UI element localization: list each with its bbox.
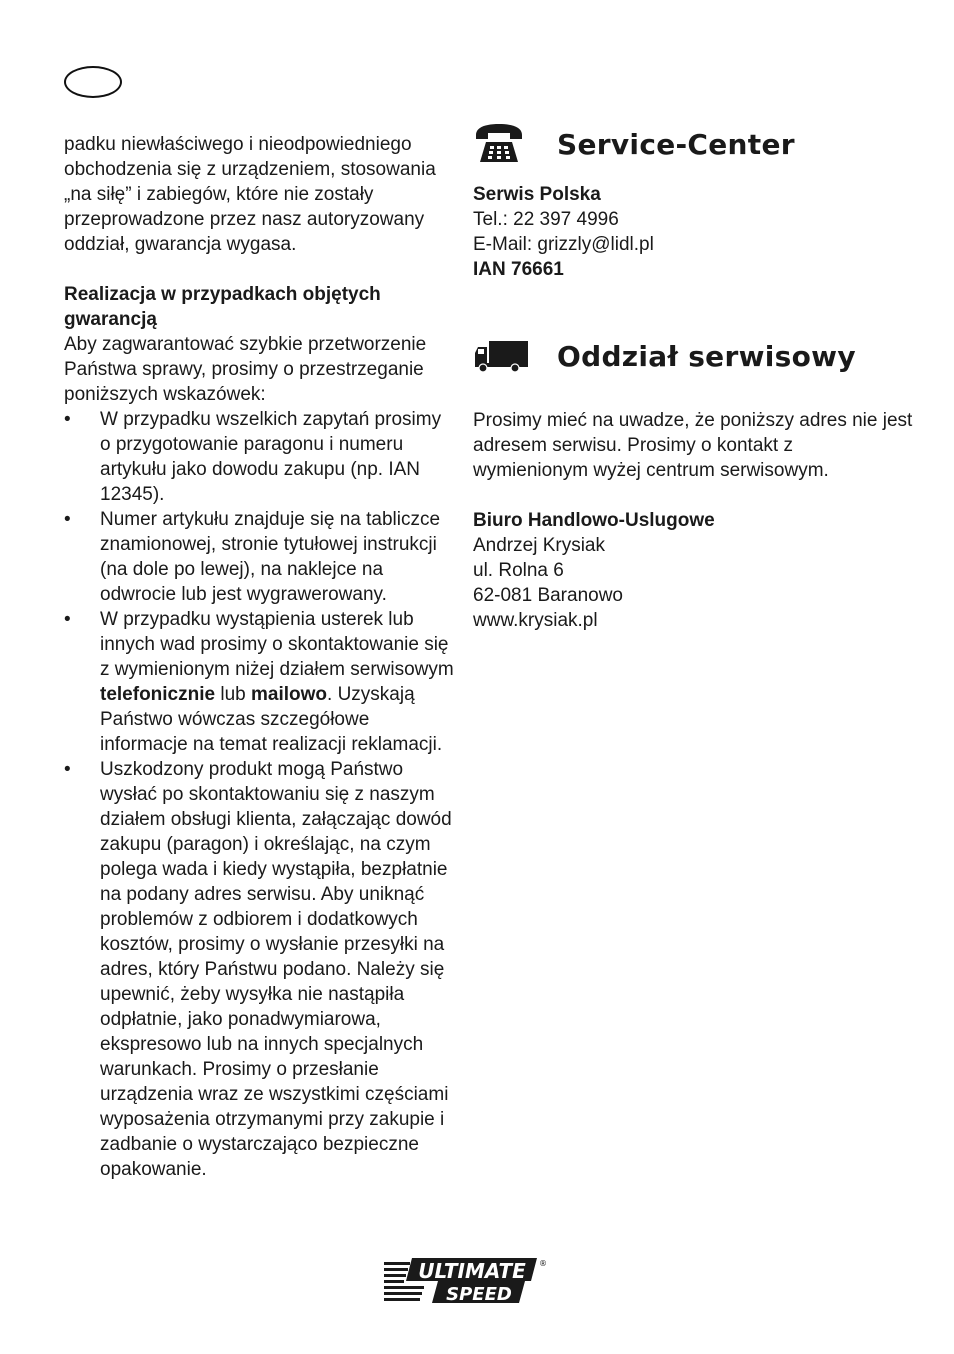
- contact-column: [473, 120, 913, 633]
- warranty-claims-lead: Aby zagwarantować szybkie przetworzenie Państwa sprawy, prosimy o przestrzeganie poniższych wskazówek:: [64, 334, 427, 405]
- logo-line2: SPEED: [446, 1284, 512, 1305]
- bullet-dot: •: [64, 509, 71, 530]
- mail-keyword: mailowo: [251, 684, 328, 705]
- list-item: • Numer artykułu znajduje się na tabliczce znamionowej, stronie tytułowej instrukcji (na dole po lewej), na naklejce na odwrocie lub jest wygrawerowany.: [64, 509, 441, 605]
- bullet-dot: •: [64, 759, 71, 780]
- logo-line1: ULTIMATE: [418, 1259, 526, 1283]
- bullet-dot: •: [64, 609, 71, 630]
- warranty-claims-heading: Realizacja w przypadkach objętych gwarancją: [64, 284, 381, 330]
- language-code-oval: [64, 66, 122, 98]
- service-email: E-Mail: grizzly@lidl.pl: [473, 234, 654, 255]
- service-name: Serwis Polska: [473, 184, 601, 205]
- service-phone: Tel.: 22 397 4996: [473, 209, 619, 230]
- service-center-title: Service-Center: [557, 127, 795, 161]
- list-item: • W przypadku wystąpienia usterek lub innych wad prosimy o skontaktowanie się z wymienionym niżej działem serwisowym telefonicznie lub mailowo. Uzyskają Państwo wówczas szczegółowe informacje na temat realizacji reklamacji.: [64, 609, 454, 755]
- warranty-intro-text: padku niewłaściwego i nieodpowiedniego obchodzenia się z urządzeniem, stosowania „na siłę” i zabiegów, które nie zostały przeprowadzone przez nasz autoryzowany oddział, gwarancja wygasa.: [64, 134, 436, 255]
- list-item: • Uszkodzony produkt mogą Państwo wysłać po skontaktowaniu się z naszym działem obsługi klienta, załączając dowód zakupu (paragon) i określając, na czym polega wada i kiedy wystąpiła, bezpłatnie na podany adres serwisu. Aby uniknąć problemów z odbiorem i dodatkowych kosztów, prosimy o wysłanie przesyłki na adres, który Państwu podano. Należy się upewnić, żeby wysyłka nie nastąpiła odpłatnie, jako ponadwymiarowa, ekspresowo lub na innych specjalnych warunkach. Prosimy o przesłanie urządzenia wraz ze wszystkimi częściami wyposażenia otrzymanymi przy zakupie i zadbanie o wystarczająco bezpieczne opakowanie.: [64, 759, 452, 1180]
- warranty-column: [64, 132, 454, 1182]
- branch-note: Prosimy mieć na uwadze, że poniższy adres nie jest adresem serwisu. Prosimy o kontakt z wymienionym wyżej centrum serwisowym.: [473, 410, 913, 481]
- branch-city: 62-081 Baranowo: [473, 585, 623, 606]
- branch-company: Biuro Handlowo-Uslugowe: [473, 510, 715, 531]
- branch-title: Oddział serwisowy: [557, 339, 856, 373]
- branch-street: ul. Rolna 6: [473, 560, 564, 581]
- service-center-header: [473, 120, 913, 168]
- branch-person: Andrzej Krysiak: [473, 535, 605, 556]
- bullet-dot: •: [64, 409, 71, 430]
- registered-mark: ®: [539, 1259, 547, 1268]
- branch-website: www.krysiak.pl: [473, 610, 598, 631]
- telephone-icon: [473, 122, 529, 166]
- list-item: • W przypadku wszelkich zapytań prosimy o przygotowanie paragonu i numeru artykułu jako dowodu zakupu (np. IAN 12345).: [64, 409, 442, 505]
- ultimate-speed-logo: [382, 1256, 550, 1306]
- truck-icon: [473, 334, 529, 378]
- service-ian: IAN 76661: [473, 259, 564, 280]
- phone-keyword: telefonicznie: [100, 684, 216, 705]
- branch-header: [473, 332, 913, 380]
- instructions-list: [64, 407, 454, 1182]
